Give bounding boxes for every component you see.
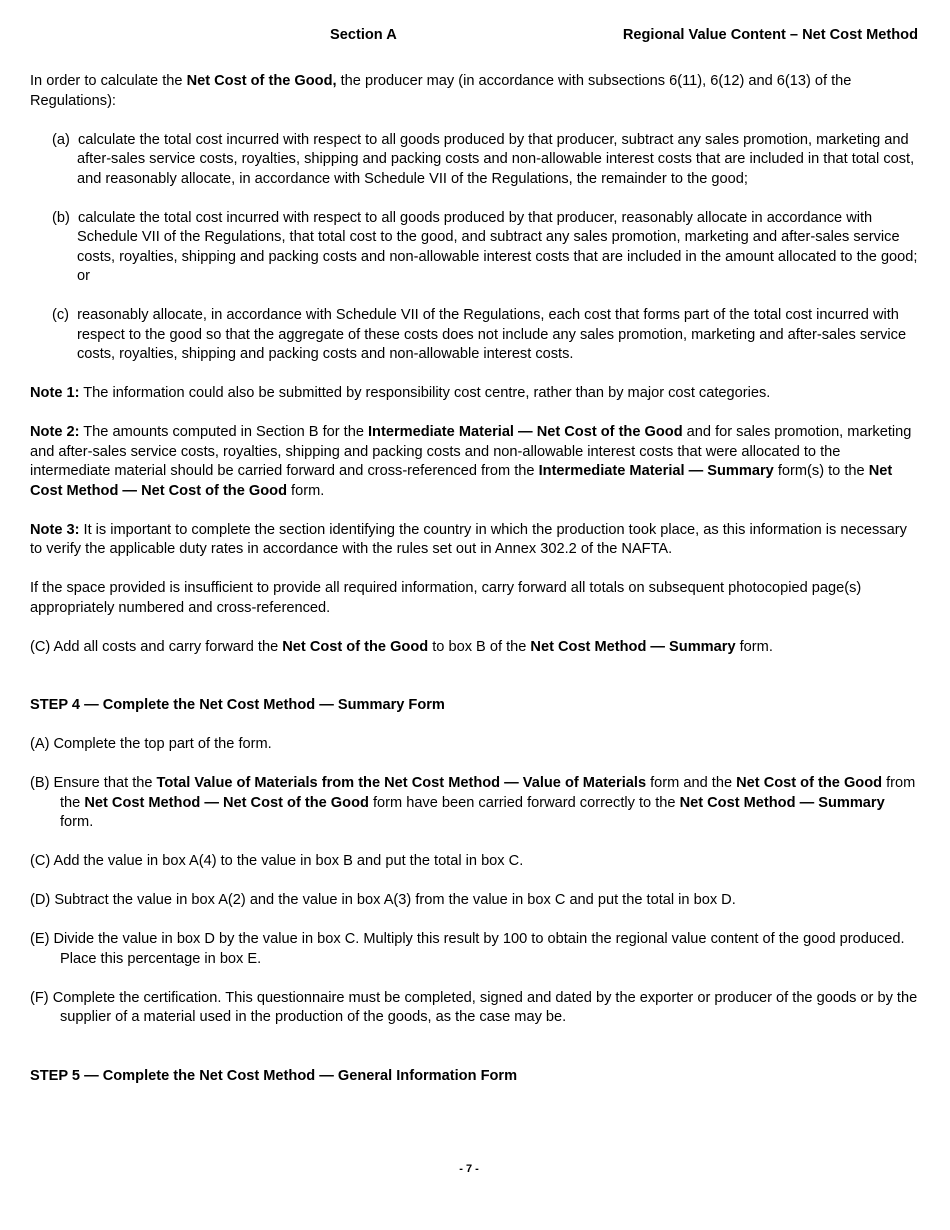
note-3 [30,521,918,560]
step-4b-bold-4: Net Cost Method — Summary [679,794,885,811]
option-c [30,306,918,365]
step-4-item-b [30,774,918,833]
step-4-heading: STEP 4 — Complete the Net Cost Method — Summary Form [30,697,445,713]
note-2-text-4: form. [287,482,325,499]
option-b-label: (b) [52,209,70,226]
note-3-label: Note 3: [30,521,80,538]
intro-paragraph [30,72,918,111]
step-4b-text-1: (B) Ensure that the [30,775,157,791]
step-4-item-d: (D) Subtract the value in box A(2) and the value in box A(3) from the value in box C and put the total in box D. [30,892,736,908]
step-4b-bold-2: Net Cost of the Good [736,775,883,791]
note-2-text-2: and for sales promotion, marketing and after-sales service costs, royalties, shipping and packing costs and non-allowable interest costs that were allocated to the intermediate material should be carried forward and cross-referenced from the [30,424,912,479]
section-label: Section A [330,27,397,43]
note-2-text-3: form(s) to the [773,463,869,479]
step-4-item-a: (A) Complete the top part of the form. [30,736,272,752]
step-4b-bold-1: Total Value of Materials from the Net Cost Method — Value of Materials [156,775,647,791]
note-2-bold-1: Intermediate Material — Net Cost of the Good [368,424,683,440]
step-4-item-f: (F) Complete the certification. This questionnaire must be completed, signed and dated by the exporter or producer of the goods or by the supplier of a material used in the production of the goods, as the case may be. [30,989,918,1025]
step-4b-text-3: from the [60,775,916,811]
note-3-text: It is important to complete the section identifying the country in which the production took place, as this information is necessary to verify the applicable duty rates in accordance with the rules set out in Annex 302.2 of the NAFTA. [30,521,907,557]
header-title: Regional Value Content – Net Cost Method [622,27,918,43]
document-page [30,26,918,1086]
step-c-bold-2: Net Cost Method — Summary [530,638,736,655]
step-4b-text-5: form. [60,814,94,830]
option-a [30,131,918,190]
note-2-bold-3: Net Cost Method — Net Cost of the Good [30,463,893,499]
option-c-text: reasonably allocate, in accordance with Schedule VII of the Regulations, each cost that forms part of the total cost incurred with respect to the good so that the aggregate of these costs does not include any sales promotion, marketing and after-sales service costs, royalties, shipping and packing costs and non-allowable interest costs. [77,307,907,362]
step-4b-bold-3: Net Cost Method — Net Cost of the Good [84,794,369,811]
page-number: - 7 - [459,1163,479,1175]
page-header [30,26,918,46]
option-b-text: calculate the total cost incurred with respect to all goods produced by that producer, reasonably allocate in accordance with Schedule VII of the Regulations, that total cost to the good, and subtract any sales promotion, marketing and after-sales service costs, royalties, shipping and packing costs and non-allowable interest costs that are included in the amount allocated to the good; or [77,209,918,284]
step-c-bold-1: Net Cost of the Good [282,638,429,655]
step-c-text-1: (C) Add all costs and carry forward the [30,638,283,655]
option-b [30,209,918,287]
note-2-label: Note 2: [30,424,80,440]
step-4-item-e: (E) Divide the value in box D by the value in box C. Multiply this result by 100 to obtain the regional value content of the good produced. Place this percentage in box E. [30,931,905,967]
step-4-item-c: (C) Add the value in box A(4) to the value in box B and put the total in box C. [30,853,524,869]
note-2-text-1: The amounts computed in Section B for the [79,424,368,440]
option-a-label: (a) [52,131,70,148]
note-2 [30,423,918,501]
step-3-item-c [30,638,918,658]
intro-text-2: the producer may (in accordance with subsections 6(11), 6(12) and 6(13) of the Regulations): [30,73,852,109]
note-1 [30,384,918,404]
option-a-text: calculate the total cost incurred with respect to all goods produced by that producer, subtract any sales promotion, marketing and after-sales service costs, royalties, shipping and packing costs and non-allowable interest costs that are included in that total cost, and reasonably allocate, in accordance with Schedule VII of the Regulations, the remainder to the good; [77,131,915,187]
space-note: If the space provided is insufficient to provide all required information, carry forward all totals on subsequent photocopied page(s) appropriately numbered and cross-referenced. [30,580,862,616]
step-5-heading: STEP 5 — Complete the Net Cost Method — General Information Form [30,1067,518,1084]
step-c-text-2: to box B of the [428,638,531,655]
intro-bold-1: Net Cost of the Good, [186,73,337,89]
intro-text-1: In order to calculate the [30,73,187,89]
step-4b-text-2: form and the [646,775,737,791]
step-c-text-3: form. [735,638,773,655]
step-4b-text-4: form have been carried forward correctly to the [368,794,680,811]
note-2-bold-2: Intermediate Material — Summary [538,463,774,479]
note-1-text: The information could also be submitted by responsibility cost centre, rather than by major cost categories. [79,385,771,401]
option-c-label: (c) [52,307,70,323]
note-1-label: Note 1: [30,385,80,401]
